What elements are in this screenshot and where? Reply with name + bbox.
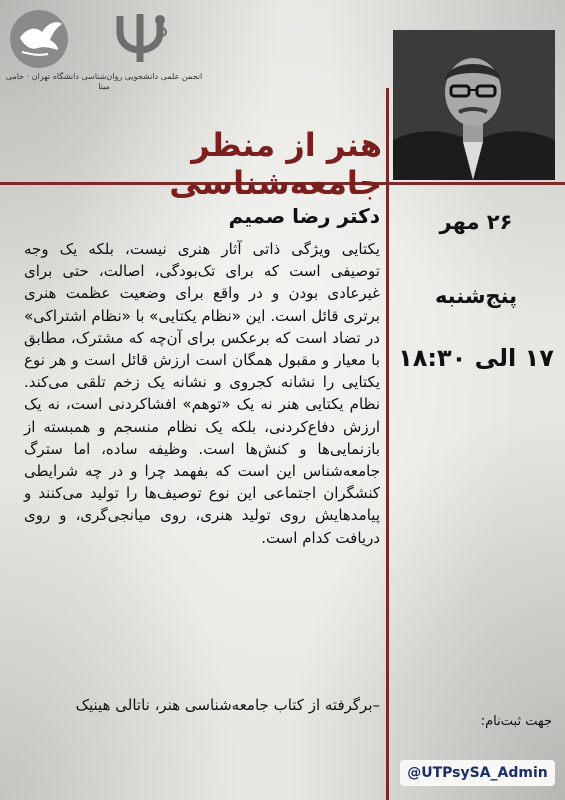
association-name: انجمن علمی دانشجویی روان‌شناسی دانشگاه تهران · حامی مینا — [5, 72, 203, 91]
event-time: ۱۷ الی ۱۸:۳۰ — [398, 344, 554, 372]
event-date: ۲۶ مهر — [439, 210, 513, 234]
event-title: هنر از منظر جامعه‌شناسی — [169, 126, 382, 202]
quote-source: –برگرفته از کتاب جامعه‌شناسی هنر، ناتالی هینیک — [75, 696, 380, 714]
registration-handle-link[interactable]: @UTPsySA_Admin — [400, 760, 555, 786]
dove-logo-icon — [8, 8, 70, 70]
speaker-photo — [393, 30, 555, 180]
event-weekday: پنج‌شنبه — [434, 284, 518, 308]
event-description: یکتایی ویژگی ذاتی آثار هنری نیست، بلکه یک وجه توصیفی است که برای تک‌بودگی، اصالت، حتی برای غیرعادی بودن و در واقع برای وضعیت عظمت هنری برتری قائل است. این «نظام یکتایی» با «نظام اشتراکی» در تضاد است که برعکس برای آن‌چه که مشترک، مطابق با معیار و مقبول همگان است ارزش قائل است و هر نوع یکتایی را نشانه کجروی و نشانه یک زخم تلقی می‌کند. نظام یکتایی هنر نه یک «توهم» افشاکردنی است، نه یک ارزش دفاع‌کردنی، بلکه یک نظام منسجم و همبسته از بازنمایی‌ها و کنش‌ها است. وظیفه ساده، اما سترگ جامعه‌شناس این است که بفهمد چرا و در چه شرایطی کنشگران اجتماعی این نوع توصیف‌ها را تولید می‌کنند و پیامدهایش روی تولید هنری، روی میانجی‌گری، و روی دریافت کدام است. — [24, 240, 380, 547]
vertical-divider — [386, 88, 389, 800]
speaker-name: دکتر رضا صمیم — [228, 204, 380, 228]
registration-label: جهت ثبت‌نام: — [480, 714, 552, 729]
psi-logo-icon — [112, 10, 172, 66]
